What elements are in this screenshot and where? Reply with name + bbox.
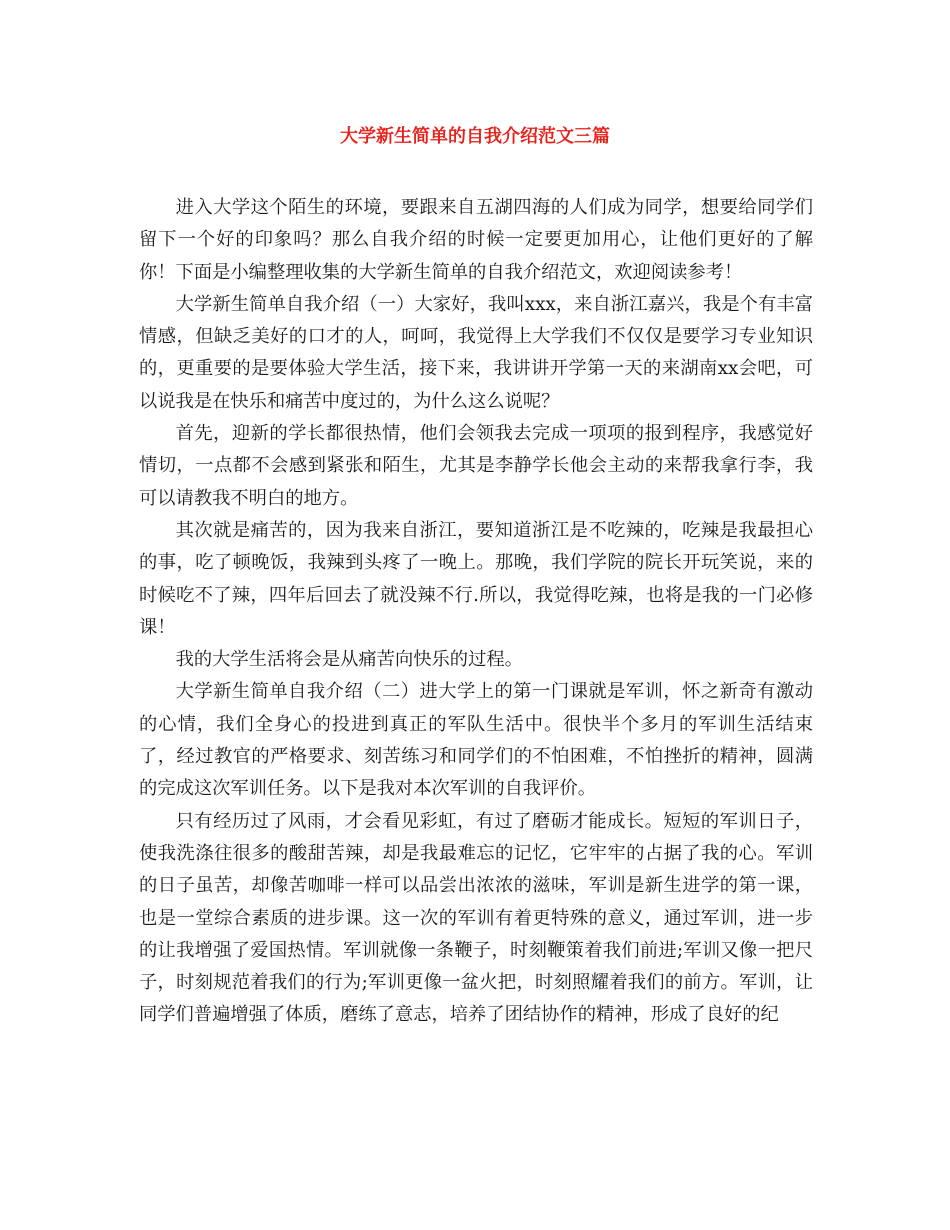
paragraph-summary: 我的大学生活将会是从痛苦向快乐的过程。: [175, 649, 523, 671]
paragraph-intro-one: 大学新生简单自我介绍（一）大家好，我叫xxx，来自浙江嘉兴，我是个有丰富情感，但缺乏美好的口才的人，呵呵，我觉得上大学我们不仅仅是要学习专业知识的，更重要的是要体验大学生活，接下来，我讲讲开学第一天的来湖南xx会吧，可以说我是在快乐和痛苦中度过的，为什么这么说呢？: [139, 293, 813, 412]
document-title: 大学新生简单的自我介绍范文三篇: [340, 126, 610, 147]
paragraph-second: 其次就是痛苦的，因为我来自浙江，要知道浙江是不吃辣的，吃辣是我最担心的事，吃了顿晚饭，我辣到头疼了一晚上。那晚，我们学院的院长开玩笑说，来的时候吃不了辣，四年后回去了就没辣不行.所以，我觉得吃辣，也将是我的一门必修课！: [139, 519, 813, 638]
document-body: [139, 192, 813, 1032]
paragraph-military-training: 只有经历过了风雨，才会看见彩虹，有过了磨砺才能成长。短短的军训日子，使我洗涤往很多的酸甜苦辣，却是我最难忘的记忆，它牢牢的占据了我的心。军训的日子虽苦，却像苦咖啡一样可以品尝出浓浓的滋味，军训是新生进学的第一课，也是一堂综合素质的进步课。这一次的军训有着更特殊的意义，通过军训，进一步的让我增强了爱国热情。军训就像一条鞭子，时刻鞭策着我们前进;军训又像一把尺子，时刻规范着我们的行为;军训更像一盆火把，时刻照耀着我们的前方。军训，让同学们普遍增强了体质，磨练了意志，培养了团结协作的精神，形成了良好的纪: [139, 810, 813, 1026]
paragraph-intro-two: 大学新生简单自我介绍（二）进大学上的第一门课就是军训，怀之新奇有激动的心情，我们全身心的投进到真正的军队生活中。很快半个多月的军训生活结束了，经过教官的严格要求、刻苦练习和同学们的不怕困难，不怕挫折的精神，圆满的完成这次军训任务。以下是我对本次军训的自我评价。: [139, 681, 813, 800]
paragraph-intro: 进入大学这个陌生的环境，要跟来自五湖四海的人们成为同学，想要给同学们留下一个好的印象吗？那么自我介绍的时候一定要更加用心，让他们更好的了解你！下面是小编整理收集的大学新生简单的自我介绍范文，欢迎阅读参考！: [139, 197, 813, 283]
paragraph-first: 首先，迎新的学长都很热情，他们会领我去完成一项项的报到程序，我感觉好情切，一点都不会感到紧张和陌生，尤其是李静学长他会主动的来帮我拿行李，我可以请教我不明白的地方。: [139, 423, 813, 509]
